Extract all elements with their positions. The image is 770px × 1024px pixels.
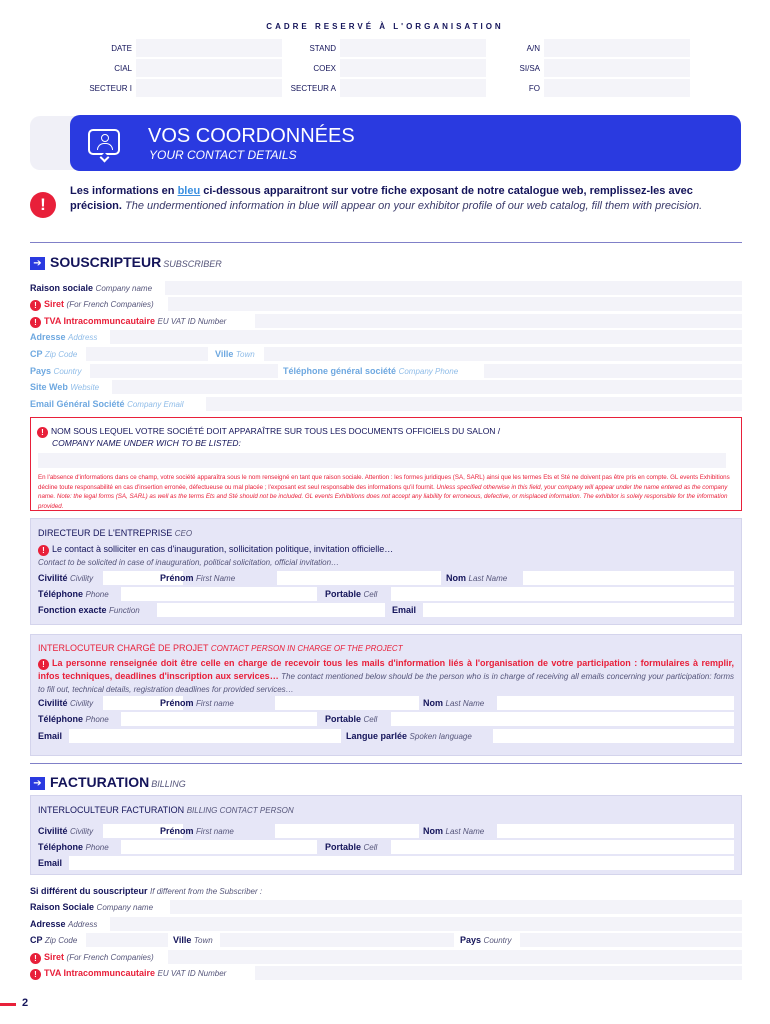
info-text-c: ci-dessous apparaitront sur votre fiche exposant de notre catalogue web, remplissez-les avec précision. <box>70 185 693 212</box>
ceo-field-portable[interactable] <box>391 587 734 601</box>
org-label-cial: CIAL <box>114 64 132 73</box>
org-field-secteur-i[interactable] <box>136 79 282 97</box>
alert-icon: ! <box>37 427 48 438</box>
project-label-telephone: Téléphone Phone <box>38 714 109 724</box>
divider-2 <box>30 763 742 764</box>
listing-name-box <box>30 417 742 511</box>
billing-field-ville[interactable] <box>220 933 454 947</box>
field-listing-name[interactable] <box>38 453 726 468</box>
contact-card-icon <box>88 129 120 155</box>
project-label-langue: Langue parlée Spoken language <box>346 731 472 741</box>
billing-label-nom: Nom Last Name <box>423 826 485 836</box>
page-number: 2 <box>22 997 29 1009</box>
billing-field-adresse[interactable] <box>110 917 742 931</box>
info-text <box>70 184 742 214</box>
field-cp[interactable] <box>86 347 208 361</box>
ceo-field-prenom[interactable] <box>277 571 441 585</box>
label-site-web: Site Web Website <box>30 382 100 392</box>
org-field-an[interactable] <box>544 39 690 57</box>
banner-title: VOS COORDONNÉES <box>148 125 355 147</box>
field-pays[interactable] <box>90 364 278 378</box>
ceo-section <box>30 518 742 625</box>
org-field-cial[interactable] <box>136 59 282 77</box>
billing-field-email[interactable] <box>69 856 734 870</box>
billing-field-siret[interactable] <box>168 950 742 964</box>
label-adresse: Adresse Address <box>30 332 98 342</box>
alert-icon: ! <box>30 969 41 980</box>
label-raison-sociale: Raison sociale Company name <box>30 283 153 293</box>
billing-field-portable[interactable] <box>391 840 734 854</box>
project-contact-section <box>30 634 742 756</box>
ceo-title: DIRECTEUR DE L'ENTREPRISE CEO <box>38 528 193 538</box>
org-label-coex: COEX <box>313 64 336 73</box>
alert-icon: ! <box>38 545 49 556</box>
billing-contact-title: INTERLOCULTEUR FACTURATION BILLING CONTACT PERSON <box>38 805 294 815</box>
project-field-nom[interactable] <box>497 696 734 710</box>
project-label-portable: Portable Cell <box>325 714 378 724</box>
project-label-civilite: Civilité Civility <box>38 698 94 708</box>
label-siret: ! Siret (For French Companies) <box>30 299 154 311</box>
billing-field-cp[interactable] <box>86 933 168 947</box>
billing-field-nom[interactable] <box>497 824 734 838</box>
ceo-alert: ! Le contact à solliciter en cas d'inauguration, sollicitation politique, invitation officielle… <box>38 544 393 556</box>
ceo-label-civilite: Civilité Civility <box>38 573 94 583</box>
project-contact-alert: ! La personne renseignée doit être celle en charge de recevoir tous les mails d'information liés à l'organisation de votre participation : formulaires à remplir, infos techniques, deadlines d'inscription aux services… The contact mentioned below should be the person who is in charge of receiving all emails concerning your participation: forms to fill out, technical details, registration deadlines for provided services… <box>38 658 734 694</box>
project-field-telephone[interactable] <box>121 712 317 726</box>
billing-field-prenom[interactable] <box>275 824 419 838</box>
billing-label-civilite: Civilité Civility <box>38 826 94 836</box>
arrow-right-icon: ➔ <box>30 777 45 790</box>
ceo-field-fonction[interactable] <box>157 603 385 617</box>
project-field-portable[interactable] <box>391 712 734 726</box>
ceo-alert-en: Contact to be solicited in case of inauguration, political solicitation, official invitation… <box>38 558 340 567</box>
label-ville: Ville Town <box>215 349 255 359</box>
org-label-fo: FO <box>528 84 540 93</box>
billing-field-pays[interactable] <box>520 933 742 947</box>
billing-different-label: Si différent du souscripteur If different from the Subscriber : <box>30 886 263 896</box>
org-label-secteur-a: SECTEUR A <box>290 84 336 93</box>
billing-label-adresse: Adresse Address <box>30 919 98 929</box>
project-field-prenom[interactable] <box>275 696 419 710</box>
arrow-right-icon: ➔ <box>30 257 45 270</box>
listing-name-note: En l'absence d'informations dans ce champ, votre société apparaîtra sous le nom renseigné en tant que raison sociale. Attention : les formes juridiques (SA, SARL) ainsi que les termes Ets et Sté ne doivent pas être pris en compte. GL events Exhibitions décline toute responsabilité en cas d'insertion erronée, défectueuse ou mal placée ; l'exposant est seul responsable des informations qu'il fournit. Unless specified otherwise in this field, your company will appear under the name entered as the company name. Note: the legal forms (SA, SARL) as well as the terms Ets and Sté should not be included. GL events Exhibitions does not accept any liability for erroneous, defective, or misplaced information. The exhibitor is solely responsible for the information provided. <box>38 474 730 510</box>
billing-label-portable: Portable Cell <box>325 842 378 852</box>
project-label-prenom: Prénom First name <box>160 698 234 708</box>
ceo-label-fonction: Fonction exacte Function <box>38 605 140 615</box>
billing-label-email: Email <box>38 858 63 868</box>
billing-label-telephone: Téléphone Phone <box>38 842 109 852</box>
org-field-stand[interactable] <box>340 39 486 57</box>
project-field-email[interactable] <box>69 729 341 743</box>
org-label-an: A/N <box>526 44 540 53</box>
org-grid <box>0 38 770 98</box>
field-tva[interactable] <box>255 314 742 328</box>
label-telephone-general: Téléphone général société Company Phone <box>283 366 459 376</box>
ceo-field-telephone[interactable] <box>121 587 317 601</box>
org-label-sisa: SI/SA <box>519 64 540 73</box>
banner <box>70 115 741 171</box>
org-field-fo[interactable] <box>544 79 690 97</box>
label-cp: CP Zip Code <box>30 349 78 359</box>
ceo-label-portable: Portable Cell <box>325 589 378 599</box>
billing-label-pays: Pays Country <box>460 935 512 945</box>
alert-icon: ! <box>30 317 41 328</box>
billing-contact-section <box>30 795 742 875</box>
banner-subtitle: YOUR CONTACT DETAILS <box>149 148 297 162</box>
billing-label-ville: Ville Town <box>173 935 213 945</box>
project-field-langue[interactable] <box>493 729 734 743</box>
org-label-stand: STAND <box>309 44 336 53</box>
ceo-label-prenom: Prénom First Name <box>160 573 236 583</box>
billing-field-telephone[interactable] <box>121 840 317 854</box>
listing-name-title: ! NOM SOUS LEQUEL VOTRE SOCIÉTÉ DOIT APPARAÎTRE SUR TOUS LES DOCUMENTS OFFICIELS DU SALON / <box>37 426 500 438</box>
project-contact-title: INTERLOCUTEUR CHARGÉ DE PROJET CONTACT PERSON IN CHARGE OF THE PROJECT <box>38 643 403 653</box>
alert-icon: ! <box>30 953 41 964</box>
field-site-web[interactable] <box>112 380 742 394</box>
field-raison-sociale[interactable] <box>165 281 742 295</box>
project-label-nom: Nom Last Name <box>423 698 485 708</box>
org-label-date: DATE <box>111 44 132 53</box>
ceo-field-nom[interactable] <box>523 571 734 585</box>
field-email-general[interactable] <box>206 397 742 411</box>
ceo-field-email[interactable] <box>423 603 734 617</box>
label-tva: ! TVA Intracommuncautaire EU VAT ID Number <box>30 316 226 328</box>
listing-name-title-en: COMPANY NAME UNDER WICH TO BE LISTED: <box>52 438 241 448</box>
alert-icon: ! <box>38 659 49 670</box>
billing-label-tva: ! TVA Intracommuncautaire EU VAT ID Number <box>30 968 226 980</box>
field-ville[interactable] <box>264 347 742 361</box>
ceo-label-email: Email <box>392 605 417 615</box>
billing-label-raison: Raison Sociale Company name <box>30 902 154 912</box>
subscriber-heading: ➔ SOUSCRIPTEUR SUBSCRIBER <box>30 254 222 270</box>
page-number-bar <box>0 1003 16 1006</box>
billing-field-raison[interactable] <box>170 900 742 914</box>
field-siret[interactable] <box>168 297 742 311</box>
info-text-a: Les informations en <box>70 185 178 197</box>
org-field-secteur-a[interactable] <box>340 79 486 97</box>
label-email-general: Email Général Société Company Email <box>30 399 184 409</box>
org-title: CADRE RESERVÉ À L'ORGANISATION <box>266 22 504 31</box>
field-telephone-general[interactable] <box>484 364 742 378</box>
billing-heading: ➔ FACTURATION BILLING <box>30 774 186 790</box>
field-adresse[interactable] <box>110 330 742 344</box>
project-label-email: Email <box>38 731 63 741</box>
org-field-date[interactable] <box>136 39 282 57</box>
alert-icon: ! <box>30 300 41 311</box>
billing-label-cp: CP Zip Code <box>30 935 78 945</box>
ceo-label-nom: Nom Last Name <box>446 573 508 583</box>
label-pays: Pays Country <box>30 366 82 376</box>
billing-label-prenom: Prénom First name <box>160 826 234 836</box>
billing-field-tva[interactable] <box>255 966 742 980</box>
info-text-blue[interactable]: bleu <box>177 185 201 197</box>
ceo-label-telephone: Téléphone Phone <box>38 589 109 599</box>
info-text-en: The undermentioned information in blue will appear on your exhibitor profile of our web catalog, fill them with precision. <box>121 200 703 212</box>
org-field-coex[interactable] <box>340 59 486 77</box>
billing-label-siret: ! Siret (For French Companies) <box>30 952 154 964</box>
alert-icon: ! <box>30 192 56 218</box>
org-field-sisa[interactable] <box>544 59 690 77</box>
org-label-secteur-i: SECTEUR I <box>89 84 132 93</box>
divider-1 <box>30 242 742 243</box>
